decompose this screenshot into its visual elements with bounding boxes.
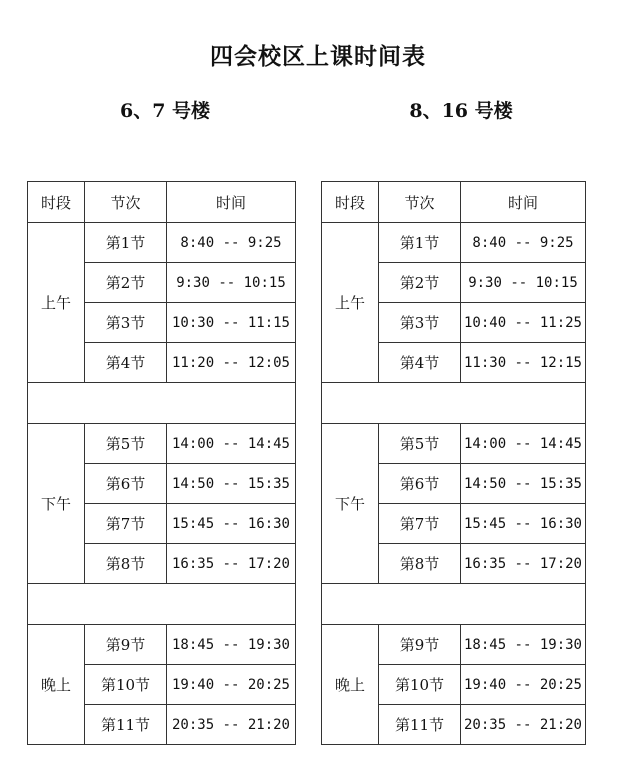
lesson-cell: 第5节 bbox=[379, 424, 461, 464]
table-row bbox=[28, 424, 296, 464]
time-cell: 8:40 -- 9:25 bbox=[461, 223, 586, 263]
lesson-cell: 第2节 bbox=[85, 263, 167, 303]
lesson-cell: 第5节 bbox=[85, 424, 167, 464]
time-cell: 18:45 -- 19:30 bbox=[461, 625, 586, 665]
time-cell: 19:40 -- 20:25 bbox=[461, 665, 586, 705]
header-time: 时间 bbox=[167, 182, 296, 223]
time-cell: 10:40 -- 11:25 bbox=[461, 303, 586, 343]
page-title: 四会校区上课时间表 bbox=[210, 43, 426, 70]
time-cell: 8:40 -- 9:25 bbox=[167, 223, 296, 263]
lesson-cell: 第3节 bbox=[379, 303, 461, 343]
break-cell bbox=[28, 584, 296, 625]
period-cell: 上午 bbox=[28, 223, 85, 383]
time-cell: 19:40 -- 20:25 bbox=[167, 665, 296, 705]
schedule-table-buildings-8-16 bbox=[321, 181, 586, 745]
time-cell: 16:35 -- 17:20 bbox=[461, 544, 586, 584]
table-subtitle-buildings-6-7: 6、7 号楼 bbox=[119, 100, 211, 122]
time-cell: 20:35 -- 21:20 bbox=[461, 705, 586, 745]
lesson-cell: 第7节 bbox=[85, 504, 167, 544]
period-cell: 下午 bbox=[322, 424, 379, 584]
time-cell: 11:30 -- 12:15 bbox=[461, 343, 586, 383]
lesson-cell: 第9节 bbox=[379, 625, 461, 665]
period-cell: 晚上 bbox=[28, 625, 85, 745]
time-cell: 11:20 -- 12:05 bbox=[167, 343, 296, 383]
time-cell: 15:45 -- 16:30 bbox=[167, 504, 296, 544]
schedule-table-buildings-6-7 bbox=[27, 181, 296, 745]
header-lesson: 节次 bbox=[85, 182, 167, 223]
table-row bbox=[28, 223, 296, 263]
lesson-cell: 第1节 bbox=[85, 223, 167, 263]
break-cell bbox=[322, 584, 586, 625]
header-row bbox=[322, 182, 586, 223]
time-cell: 14:50 -- 15:35 bbox=[461, 464, 586, 504]
time-cell: 14:50 -- 15:35 bbox=[167, 464, 296, 504]
period-cell: 下午 bbox=[28, 424, 85, 584]
time-cell: 18:45 -- 19:30 bbox=[167, 625, 296, 665]
time-cell: 20:35 -- 21:20 bbox=[167, 705, 296, 745]
lesson-cell: 第10节 bbox=[379, 665, 461, 705]
header-period: 时段 bbox=[322, 182, 379, 223]
header-time: 时间 bbox=[461, 182, 586, 223]
break-row bbox=[28, 584, 296, 625]
lesson-cell: 第6节 bbox=[379, 464, 461, 504]
lesson-cell: 第11节 bbox=[85, 705, 167, 745]
table-row bbox=[322, 223, 586, 263]
time-cell: 9:30 -- 10:15 bbox=[167, 263, 296, 303]
lesson-cell: 第2节 bbox=[379, 263, 461, 303]
lesson-cell: 第1节 bbox=[379, 223, 461, 263]
lesson-cell: 第11节 bbox=[379, 705, 461, 745]
break-row bbox=[322, 584, 586, 625]
time-cell: 14:00 -- 14:45 bbox=[167, 424, 296, 464]
table-row bbox=[322, 424, 586, 464]
header-period: 时段 bbox=[28, 182, 85, 223]
header-lesson: 节次 bbox=[379, 182, 461, 223]
break-cell bbox=[28, 383, 296, 424]
lesson-cell: 第4节 bbox=[379, 343, 461, 383]
lesson-cell: 第9节 bbox=[85, 625, 167, 665]
lesson-cell: 第6节 bbox=[85, 464, 167, 504]
table-row bbox=[28, 625, 296, 665]
break-row bbox=[28, 383, 296, 424]
time-cell: 14:00 -- 14:45 bbox=[461, 424, 586, 464]
lesson-cell: 第4节 bbox=[85, 343, 167, 383]
lesson-cell: 第3节 bbox=[85, 303, 167, 343]
lesson-cell: 第7节 bbox=[379, 504, 461, 544]
break-cell bbox=[322, 383, 586, 424]
lesson-cell: 第8节 bbox=[85, 544, 167, 584]
header-row bbox=[28, 182, 296, 223]
time-cell: 16:35 -- 17:20 bbox=[167, 544, 296, 584]
period-cell: 上午 bbox=[322, 223, 379, 383]
table-subtitle-buildings-8-16: 8、16 号楼 bbox=[409, 100, 513, 122]
period-cell: 晚上 bbox=[322, 625, 379, 745]
lesson-cell: 第10节 bbox=[85, 665, 167, 705]
time-cell: 9:30 -- 10:15 bbox=[461, 263, 586, 303]
time-cell: 15:45 -- 16:30 bbox=[461, 504, 586, 544]
break-row bbox=[322, 383, 586, 424]
table-row bbox=[322, 625, 586, 665]
lesson-cell: 第8节 bbox=[379, 544, 461, 584]
time-cell: 10:30 -- 11:15 bbox=[167, 303, 296, 343]
